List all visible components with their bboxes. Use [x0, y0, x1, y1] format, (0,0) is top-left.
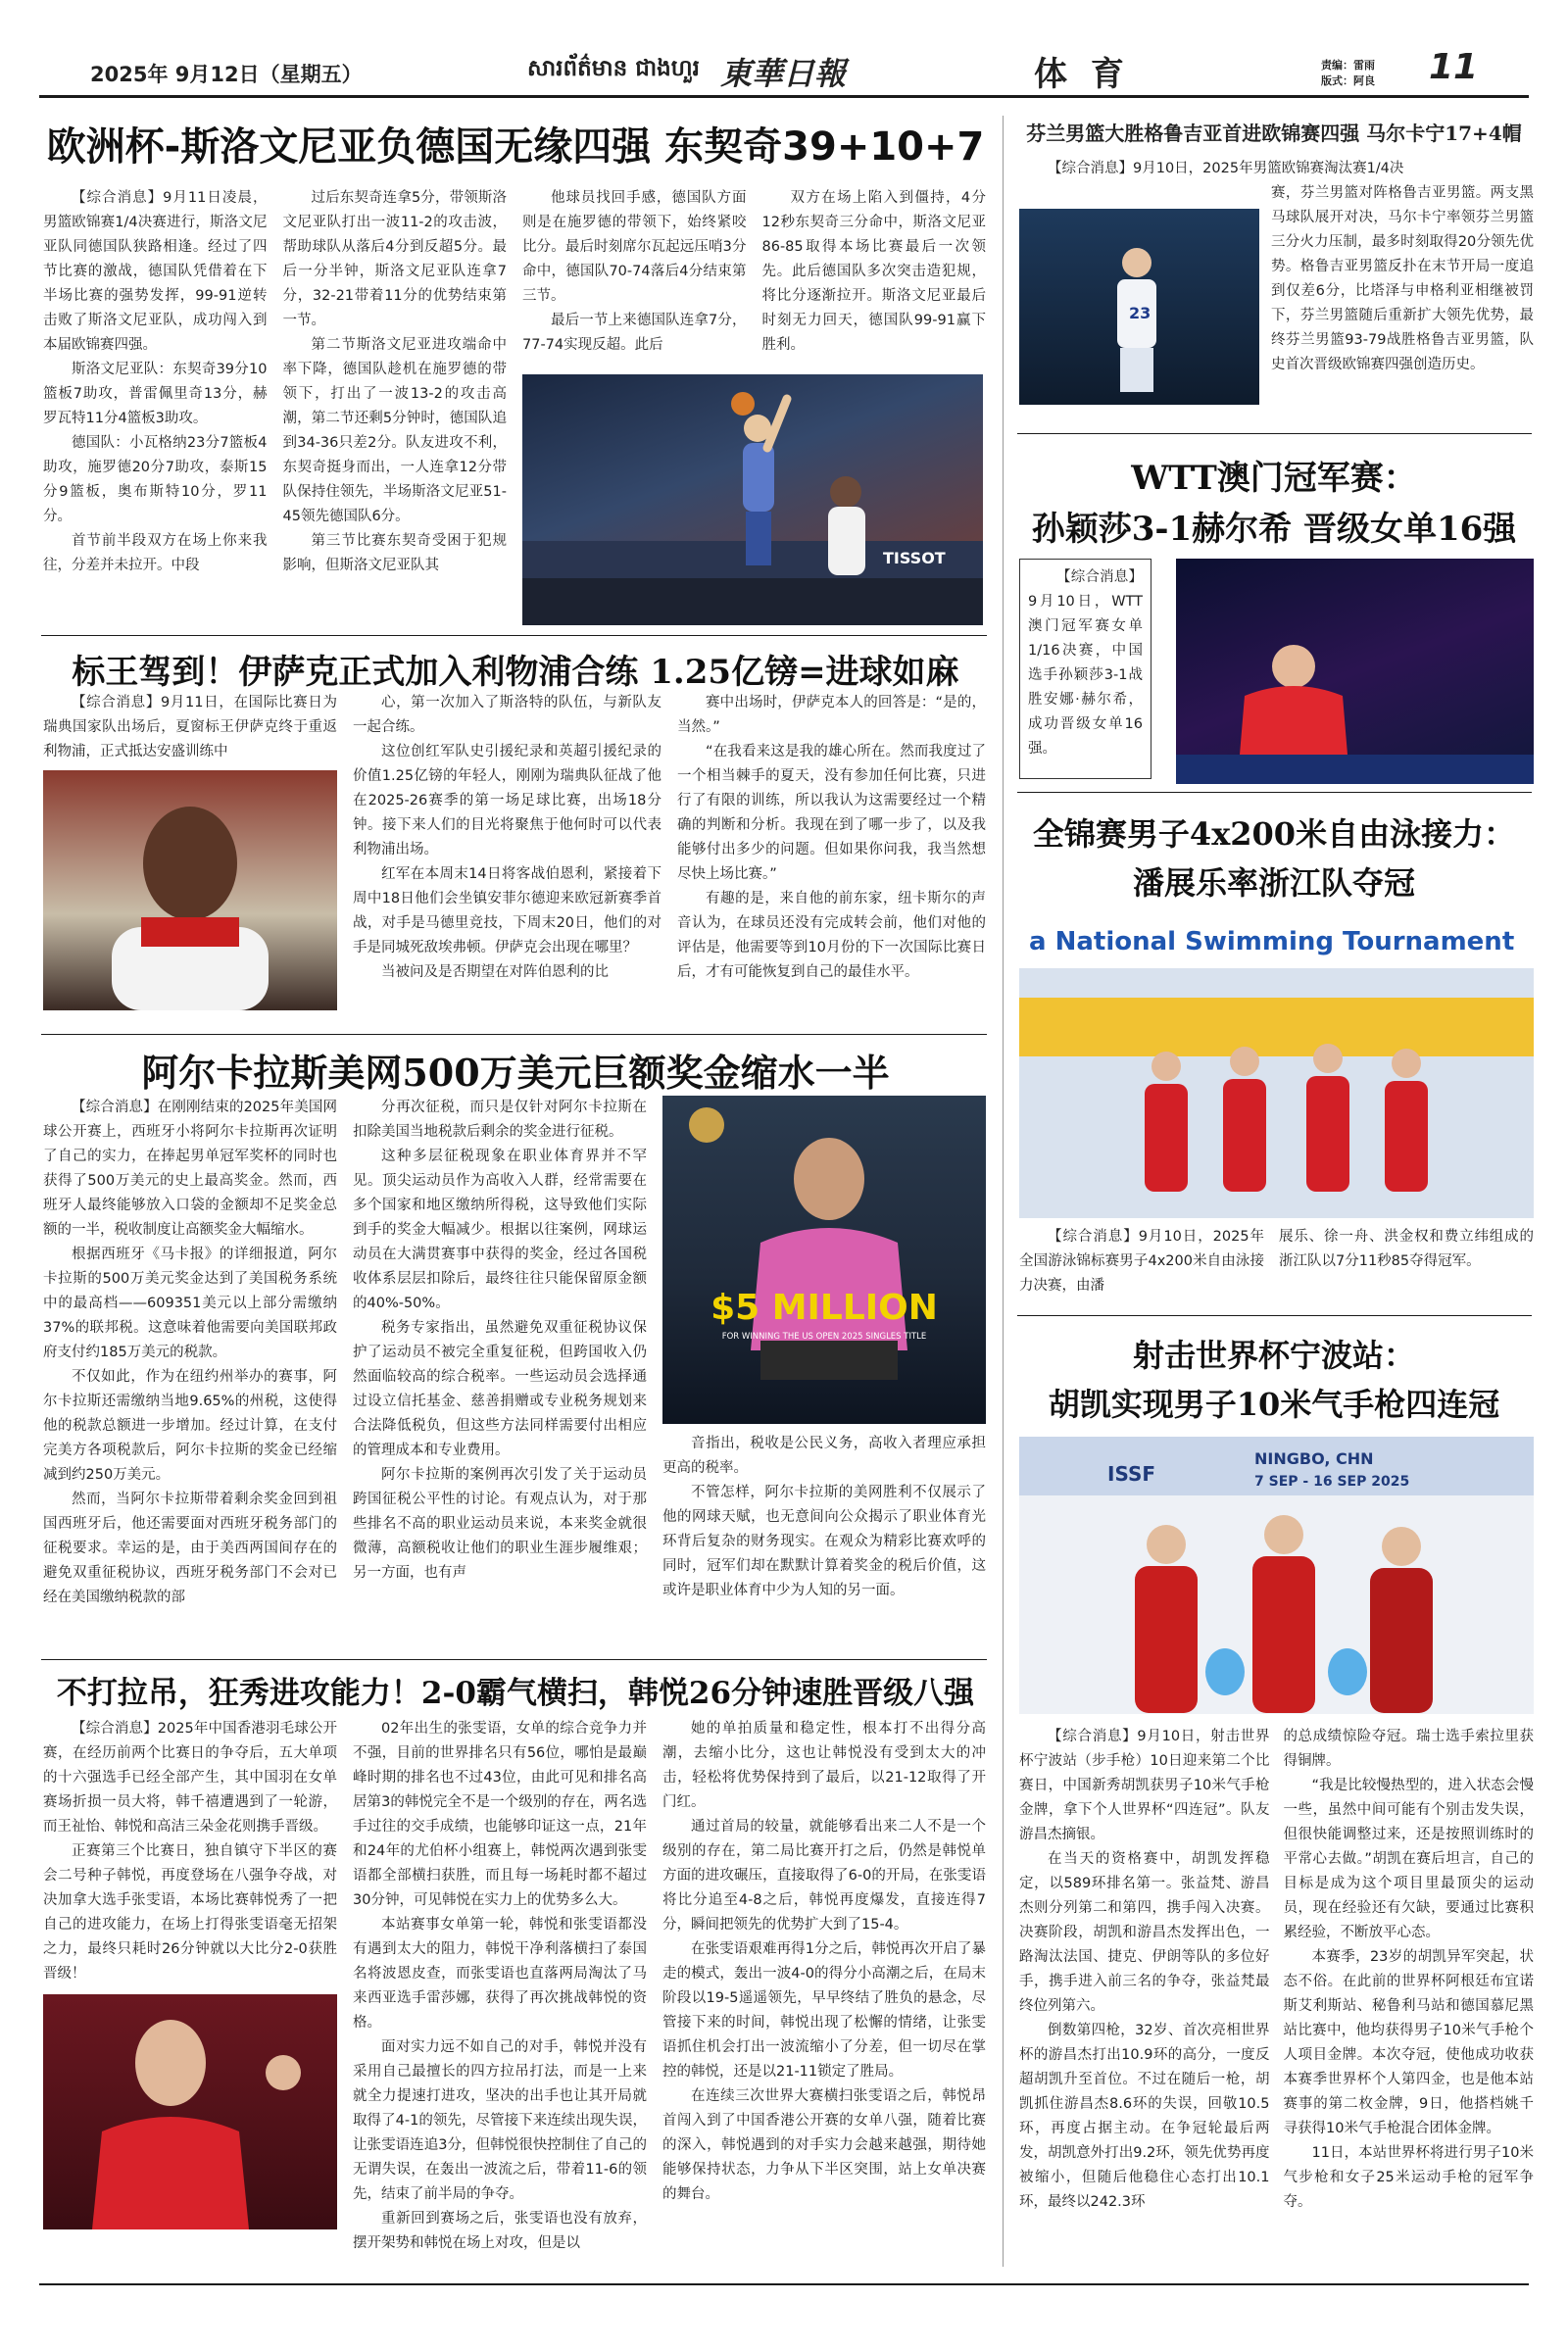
swim-caption-text: 【综合消息】9月10日，2025年全国游泳锦标赛男子4x200米自由泳接力决赛，由潘	[1019, 1229, 1264, 1294]
euro-para: 他球员找回手感，德国队方面则是在施罗德的带领下，始终紧咬比分。最后时刻席尔瓦起远压哨3分命中，德国队70-74落后4分结束第三节。	[522, 190, 747, 304]
wtt-photo	[1176, 559, 1534, 784]
prize-amount-text: $5 MILLION	[710, 1288, 938, 1328]
swim-headline-2: 潘展乐率浙江队夺冠	[1132, 864, 1415, 902]
isak-para: 有趣的是，来自他的前东家，纽卡斯尔的声音认为，在球员还没有完成转会前，他们对他的评估是，他需要等到10月份的下一次国际比赛日后，才有可能恢复到自己的最佳水平。	[677, 891, 986, 980]
shooting-para: 倒数第四枪，32岁、首次亮相世界杯的游昌杰打出10.9环的高分，一度反超胡凯升至首位。不过在随后一枪，胡凯抓住游昌杰8.6环的失误，回敬10.5环，再度占据主动。在争冠轮最后两发，胡凯意外打出9.2环，领先优势再度被缩小，但随后他稳住心态打出10.1环，最终以242.3环	[1019, 2023, 1270, 2210]
alcaraz-para: 这种多层征税现象在职业体育界并不罕见。顶尖运动员作为高收入人群，经常需要在多个国家和地区缴纳所得税，这导致他们实际到手的奖金大幅减少。根据以往案例，网球运动员在大满贯赛事中获得的奖金，经过各国税收体系层层扣除后，最终往往只能保留原金额的40%-50%。	[353, 1149, 647, 1311]
badminton-photo	[43, 1994, 337, 2229]
footballer-illustration	[43, 770, 337, 1010]
dates-text: 7 SEP - 16 SEP 2025	[1254, 1474, 1410, 1490]
badminton-para: 【综合消息】2025年中国香港羽毛球公开赛，在经历前两个比赛日的争夺后，五大单项的十六强选手已经全部产生，其中国羽在女单赛场折损一员大将，韩千禧遭遇到了一轮游，而王祉怡、韩悦和高洁三朵金花则携手晋级。	[43, 1721, 337, 1835]
isak-body	[43, 691, 986, 1034]
swim-photo	[1019, 919, 1534, 1218]
finland-photo	[1019, 209, 1259, 405]
isak-para: 心，第一次加入了斯洛特的队伍，与新队友一起合练。	[353, 695, 662, 735]
badminton-para: 在张雯语艰难再得1分之后，韩悦再次开启了暴走的模式，轰出一波4-0的得分小高潮之后，在局末阶段以19-5遥遥领先，早早终结了胜负的悬念，尽管接下来的时间，韩悦出现了松懈的情绪，让张雯语抓住机会打出一波流缩小了分差，但一切尽在掌控的韩悦，还是以21-11锁定了胜局。	[662, 1941, 986, 2080]
swim-podium-illustration	[1019, 968, 1534, 1218]
alcaraz-headline: 阿尔卡拉斯美网500万美元巨额奖金缩水一半	[141, 1051, 890, 1095]
masthead-rule	[39, 95, 1529, 98]
alcaraz-para: 税务专家指出，虽然避免双重征税协议保护了运动员不被完全重复征税，但跨国收入仍然面临较高的综合税率。一些运动员会选择通过设立信托基金、慈善捐赠或专业税务规划来合法降低税负，但这些方法同样需要付出相应的管理成本和专业费用。	[353, 1320, 647, 1458]
rule	[41, 1034, 987, 1035]
isak-para: “在我看来这是我的雄心所在。然而我度过了一个相当棘手的夏天，没有参加任何比赛，只进行了有限的训练，所以我认为这需要经过一个精确的判断和分析。我现在到了哪一步了，以及我能够付出多少的问题。但如果你问我，我当然想尽快上场比赛。”	[677, 744, 986, 882]
isak-para: 【综合消息】9月11日，在国际比赛日为瑞典国家队出场后，夏窗标王伊萨克终于重返利物浦，正式抵达安盛训练中	[43, 695, 337, 759]
isak-para: 当被问及是否期望在对阵伯恩利的比	[381, 964, 609, 980]
badminton-para: 正赛第三个比赛日，独自镇守下半区的赛会二号种子韩悦，再度登场在八强争夺战，对决加拿大选手张雯语，本场比赛韩悦秀了一把自己的进攻能力，在场上打得张雯语毫无招架之力，最终只耗时26分钟就以大比分2-0获胜晋级！	[43, 1843, 337, 1982]
shooting-para: 本赛季，23岁的胡凯异军突起，状态不俗。在此前的世界杯阿根廷布宜诺斯艾利斯站、秘鲁利马站和德国慕尼黑站比赛中，他均获得男子10米气手枪个人项目金牌。本次夺冠，使他成功收获本赛季世界杯个人第四金，也是他本站赛事的第二枚金牌，9日，他搭档姚千寻获得10米气手枪混合团体金牌。	[1283, 1949, 1534, 2136]
tissot-sign: TISSOT	[883, 549, 946, 567]
swim-caption-text: 展乐、徐一舟、洪金权和费立纬组成的浙江队以7分11秒85夺得冠军。	[1279, 1229, 1534, 1269]
swim-caption-right	[1279, 1225, 1534, 1303]
alcaraz-body	[43, 1096, 986, 1659]
isak-para: 赛中出场时，伊萨克本人的回答是：“是的，当然。”	[677, 695, 986, 735]
rule	[1017, 433, 1532, 434]
alcaraz-para: 不管怎样，阿尔卡拉斯的美网胜利不仅展示了他的网球天赋，也无意间向公众揭示了职业体育光环背后复杂的财务现实。在观众为精彩比赛欢呼的同时，冠军们却在默默计算着奖金的税后价值，这或许是职业体育中少为人知的另一面。	[662, 1485, 986, 1598]
euro-para: 【综合消息】9月11日凌晨，男篮欧锦赛1/4决赛进行，斯洛文尼亚队同德国队狭路相逢。经过了四节比赛的激战，德国队凭借着在下半场比赛的强势发挥，99-91逆转击败了斯洛文尼亚队，成功闯入到本届欧锦赛四强。	[43, 190, 268, 353]
issf-logo-text: ISSF	[1107, 1462, 1156, 1486]
finland-player-illustration	[1019, 209, 1259, 405]
isak-para: 这位创红军队史引援纪录和英超引援纪录的价值1.25亿镑的年轻人，刚刚为瑞典队征战了他在2025-26赛季的第一场足球比赛，出场18分钟。接下来人们的目光将聚焦于他何时可以代表利物浦出场。	[353, 744, 662, 857]
alcaraz-para: 然而，当阿尔卡拉斯带着剩余奖金回到祖国西班牙后，他还需要面对西班牙税务部门的征税要求。幸运的是，由于美西两国间存在的避免双重征税协议，西班牙税务部门不会对已经在美国缴纳税款的部	[43, 1492, 337, 1605]
khmer-name: សារព័ត៌មាន ជាងហួរ	[527, 56, 700, 81]
issue-date: 2025年 9月12日（星期五）	[90, 63, 363, 86]
prize-caption-text: FOR WINNING THE US OPEN 2025 SINGLES TITLE	[721, 1332, 927, 1342]
euro-para: 德国队：小瓦格纳23分7篮板4助攻，施罗德20分7助攻，泰斯15分9篮板，奥布斯特10分，罗11分。	[43, 435, 268, 524]
shooting-body	[1019, 1725, 1534, 2272]
badminton-para: 02年出生的张雯语，女单的综合竞争力并不强，目前的世界排名只有56位，哪怕是最巅峰时期的排名也不过43位，由此可见和排名高居第3的韩悦完全不是一个级别的存在，两名选手过往的交手成绩，也能够印证这一点，21年和24年的尤伯杯小组赛上，韩悦两次遇到张雯语都全部横扫获胜，而且每一场耗时都不超过30分钟，可见韩悦在实力上的优势多么大。	[353, 1721, 647, 1908]
shooting-headline-1: 射击世界杯宁波站：	[1132, 1337, 1415, 1374]
alcaraz-para: 音指出，税收是公民义务，高收入者理应承担更高的税率。	[662, 1436, 986, 1476]
shooting-photo	[1019, 1437, 1534, 1714]
swim-banner-text: a National Swimming Tournament	[1029, 927, 1515, 956]
isak-photo	[43, 770, 337, 1010]
euro-headline: 欧洲杯-斯洛文尼亚负德国无缘四强 东契奇39+10+7	[46, 124, 985, 170]
euro-para: 最后一节上来德国队连拿7分，77-74实现反超。此后	[522, 313, 747, 353]
rule	[41, 1659, 987, 1660]
bottom-rule	[39, 2283, 1529, 2285]
badminton-para: 本站赛事女单第一轮，韩悦和张雯语都没有遇到太大的阻力，韩悦干净利落横扫了泰国名将波恩皮查，而张雯语也直落两局淘汰了马来西亚选手雷莎娜，获得了再次挑战韩悦的资格。	[353, 1917, 647, 2031]
alcaraz-para: 分再次征税，而只是仅针对阿尔卡拉斯在扣除美国当地税款后剩余的奖金进行征税。	[353, 1100, 647, 1140]
rule	[41, 635, 987, 636]
swim-headline-1: 全锦赛男子4x200米自由泳接力：	[1032, 815, 1516, 853]
shooting-headline-2: 胡凯实现男子10米气手枪四连冠	[1048, 1386, 1500, 1423]
rule	[1017, 1315, 1532, 1316]
venue-text: NINGBO, CHN	[1254, 1449, 1374, 1468]
finland-body-text: 赛，芬兰男篮对阵格鲁吉亚男篮。两支黑马球队展开对决，马尔卡宁率领芬兰男篮三分火力压制，最多时刻取得20分领先优势。格鲁吉亚男篮反扑在末节开局一度追到仅差6分，比塔泽与申格利亚相继被罚下，芬兰男篮随后重新扩大领先优势，最终芬兰男篮93-79战胜格鲁吉亚男篮，队史首次晋级欧锦赛四强创造历史。	[1271, 185, 1534, 372]
wtt-caption-box	[1019, 559, 1152, 779]
euro-para: 第二节斯洛文尼亚进攻端命中率下降，德国队趁机在施罗德的带领下，打出了一波13-2的攻击高潮，第二节还剩5分钟时，德国队追到34-36只差2分。队友进攻不利，东契奇挺身而出，一人连拿12分带队保持住领先，半场斯洛文尼亚51-45领先德国队6分。	[282, 337, 507, 524]
tennis-player-illustration	[662, 1096, 986, 1424]
euro-para: 首节前半段双方在场上你来我往，分差并未拉开。中段	[43, 533, 268, 573]
newspaper-name: 東華日報	[720, 55, 847, 92]
euro-para: 斯洛文尼亚队：东契奇39分10篮板7助攻，普雷佩里奇13分，赫罗瓦特11分4篮板3助攻。	[43, 362, 268, 426]
column-divider	[1003, 116, 1004, 2267]
euro-photo	[522, 374, 983, 625]
finland-lead-text: 【综合消息】9月10日，2025年男篮欧锦赛淘汰赛1/4决	[1048, 161, 1404, 176]
badminton-player-illustration	[43, 1994, 337, 2229]
masthead	[0, 0, 1568, 103]
shooting-para: 【综合消息】9月10日，射击世界杯宁波站（步手枪）10日迎来第二个比赛日，中国新秀胡凯获男子10米气手枪金牌，拿下个人世界杯“四连冠”。队友游昌杰摘银。	[1019, 1729, 1270, 1842]
section-title: 体 育	[1034, 55, 1130, 94]
euro-para: 过后东契奇连拿5分，带领斯洛文尼亚队打出一波11-2的攻击波，帮助球队从落后4分到反超5分。最后一分半钟，斯洛文尼亚队连拿7分，32-21带着11分的优势结束第一节。	[282, 190, 507, 328]
jersey-number: 23	[1129, 304, 1152, 322]
alcaraz-photo	[662, 1096, 986, 1424]
page-number: 11	[1429, 47, 1479, 87]
swim-caption-left	[1019, 1225, 1264, 1303]
alcaraz-para: 根据西班牙《马卡报》的详细报道，阿尔卡拉斯的500万美元奖金达到了美国税务系统中的最高档——609351美元以上部分需缴纳37%的联邦税。这意味着他需要向美国联邦政府支付约185万美元的税款。	[43, 1247, 337, 1360]
badminton-para: 在连续三次世界大赛横扫张雯语之后，韩悦昂首闯入到了中国香港公开赛的女单八强，随着比赛的深入，韩悦遇到的对手实力会越来越强，期待她能够保持状态，力争从下半区突围，站上女单决赛的舞台。	[662, 2088, 986, 2202]
badminton-para: 重新回到赛场之后，张雯语也没有放弃，摆开架势和韩悦在场上对攻，但是以	[353, 2211, 647, 2251]
rule	[1017, 792, 1532, 793]
badminton-body	[43, 1717, 986, 2280]
isak-para: 红军在本周末14日将客战伯恩利，紧接着下周中18日他们会坐镇安菲尔德迎来欧冠新赛季首战，对手是马德里竞技，下周末20日，他们的对手是同城死敌埃弗顿。伊萨克会出现在哪里？	[353, 866, 662, 955]
badminton-para: 通过首局的较量，就能够看出来二人不是一个级别的存在，第二局比赛开打之后，仍然是韩悦单方面的进攻碾压，直接取得了6-0的开局，在张雯语将比分追至4-8之后，韩悦再度爆发，直接连得7分，瞬间把领先的优势扩大到了15-4。	[662, 1819, 986, 1933]
isak-headline: 标王驾到！伊萨克正式加入利物浦合练 1.25亿镑=进球如麻	[72, 653, 959, 692]
shooting-podium-illustration	[1019, 1437, 1534, 1714]
editor-credit: 责编：雷雨	[1321, 59, 1375, 72]
alcaraz-para: 阿尔卡拉斯的案例再次引发了关于运动员跨国征税公平性的讨论。有观点认为，对于那些排名不高的职业运动员来说，本来奖金就很微薄，高额税收让他们的职业生涯步履维艰；另一方面，也有声	[353, 1467, 647, 1581]
finland-headline: 芬兰男篮大胜格鲁吉亚首进欧锦赛四强 马尔卡宁17+4帽	[1026, 122, 1522, 145]
wtt-headline-2: 孙颖莎3-1赫尔希 晋级女单16强	[1031, 510, 1517, 549]
shooting-para: 的总成绩惊险夺冠。瑞士选手索拉里获得铜牌。	[1283, 1729, 1534, 1769]
alcaraz-para: 【综合消息】在刚刚结束的2025年美国网球公开赛上，西班牙小将阿尔卡拉斯再次证明了自己的实力，在捧起男单冠军奖杯的同时也获得了500万美元的史上最高奖金。然而，西班牙人最终能够放入口袋的金额却不足奖金总额的一半，税收制度让高额奖金大幅缩水。	[43, 1100, 337, 1238]
swim-banner	[1019, 919, 1534, 968]
wtt-caption-text: 【综合消息】9月10日，WTT澳门冠军赛女单1/16决赛，中国选手孙颖莎3-1战胜安娜·赫尔希，成功晋级女单16强。	[1028, 569, 1143, 757]
badminton-para: 她的单拍质量和稳定性，根本打不出得分高潮，去缩小比分，这也让韩悦没有受到太大的冲击，轻松将优势保持到了最后，以21-12取得了开门红。	[662, 1721, 986, 1810]
shooting-para: “我是比较慢热型的，进入状态会慢一些，虽然中间可能有个别击发失误，但很快能调整过来，还是按照训练时的平常心去做。”胡凯在赛后坦言，自己的目标是成为这个项目里最顶尖的运动员，现在经验还有欠缺，要通过比赛积累经验，不断放平心态。	[1283, 1778, 1534, 1940]
shooting-para: 11日，本站世界杯将进行男子10米气步枪和女子25米运动手枪的冠军争夺。	[1283, 2145, 1534, 2210]
euro-para: 第三节比赛东契奇受困于犯规影响，但斯洛文尼亚队其	[282, 533, 507, 573]
basketball-player-illustration	[522, 374, 983, 625]
wtt-headline-1: WTT澳门冠军赛：	[1131, 459, 1417, 498]
euro-para: 双方在场上陷入到僵持，4分12秒东契奇三分命中，斯洛文尼亚86-85取得本场比赛最后一次领先。此后德国队多次突击造犯规，将比分逐渐拉开。斯洛文尼亚最后时刻无力回天，德国队99-91赢下胜利。	[761, 190, 986, 353]
alcaraz-para: 不仅如此，作为在纽约州举办的赛事，阿尔卡拉斯还需缴纳当地9.65%的州税，这使得他的税款总额进一步增加。经过计算，在支付完美方各项税款后，阿尔卡拉斯的奖金已经缩减到约250万美元。	[43, 1369, 337, 1483]
shooting-para: 在当天的资格赛中，胡凯发挥稳定，以589环排名第一。张益梵、游昌杰则分列第二和第四，携手闯入决赛。决赛阶段，胡凯和游昌杰发挥出色，一路淘汰法国、捷克、伊朗等队的多位好手，携手进入前三名的争夺，张益梵最终位列第六。	[1019, 1851, 1270, 2014]
finland-body	[1271, 181, 1534, 407]
table-tennis-illustration	[1176, 559, 1534, 784]
badminton-headline: 不打拉吊，狂秀进攻能力！2-0霸气横扫，韩悦26分钟速胜晋级八强	[56, 1676, 975, 1711]
layout-credit: 版式：阿良	[1321, 74, 1375, 87]
badminton-para: 面对实力远不如自己的对手，韩悦并没有采用自己最擅长的四方拉吊打法，而是一上来就全力提速打进攻，坚决的出手也让其开局就取得了4-1的领先，尽管接下来连续出现失误，让张雯语连追3分，但韩悦很快控制住了自己的无谓失误，在轰出一波流之后，带着11-6的领先，结束了前半局的争夺。	[353, 2039, 647, 2202]
